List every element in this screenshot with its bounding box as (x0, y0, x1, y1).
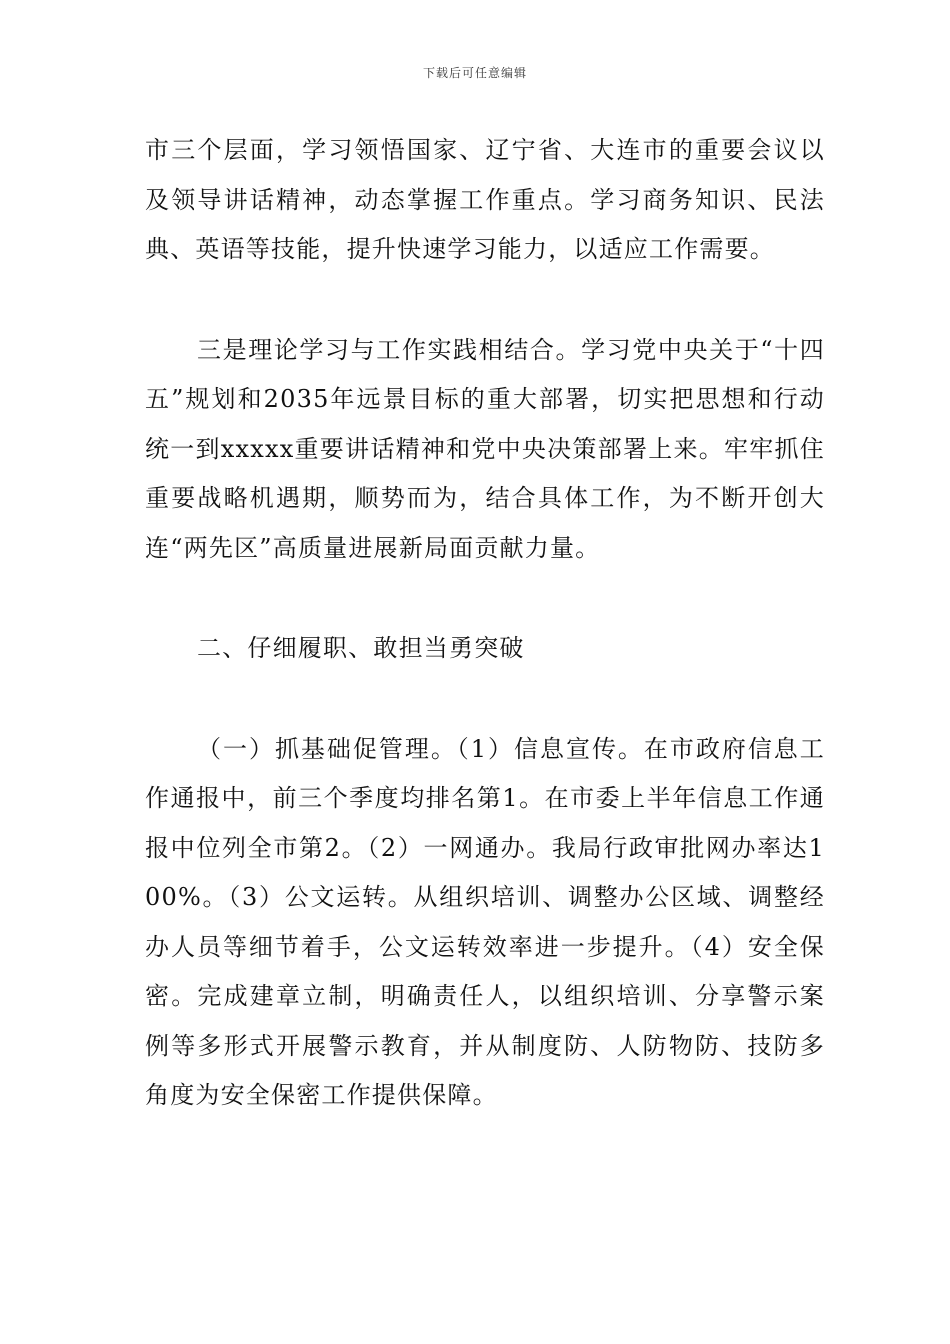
paragraph-management: （一）抓基础促管理。（1）信息宣传。在市政府信息工作通报中，前三个季度均排名第1。在市委上半年信息工作通报中位列全市第2。（2）一网通办。我局行政审批网办率达100%。（3）公文运转。从组织培训、调整办公区域、调整经办人员等细节着手，公文运转效率进一步提升。（4）安全保密。完成建章立制，明确责任人，以组织培训、分享警示案例等多形式开展警示教育，并从制度防、人防物防、技防多角度为安全保密工作提供保障。 (145, 734, 825, 1109)
section-heading: 二、仔细履职、敢担当勇突破 (197, 634, 525, 662)
page-header: 下载后可任意编辑 (422, 66, 527, 80)
paragraph-spacer (145, 275, 825, 326)
document-body (145, 126, 825, 1121)
paragraph-study-levels: 市三个层面，学习领悟国家、辽宁省、大连市的重要会议以及领导讲话精神，动态掌握工作重点。学习商务知识、民法典、英语等技能，提升快速学习能力，以适应工作需要。 (145, 136, 825, 263)
paragraph-theory-practice: 三是理论学习与工作实践相结合。学习党中央关于“十四五”规划和2035年远景目标的重大部署，切实把思想和行动统一到xxxxx重要讲话精神和党中央决策部署上来。牢牢抓住重要战略机遇期，顺势而为，结合具体工作，为不断开创大连“两先区”高质量进展新局面贡献力量。 (145, 335, 825, 562)
paragraph-spacer (145, 573, 825, 624)
paragraph-spacer (145, 674, 825, 725)
